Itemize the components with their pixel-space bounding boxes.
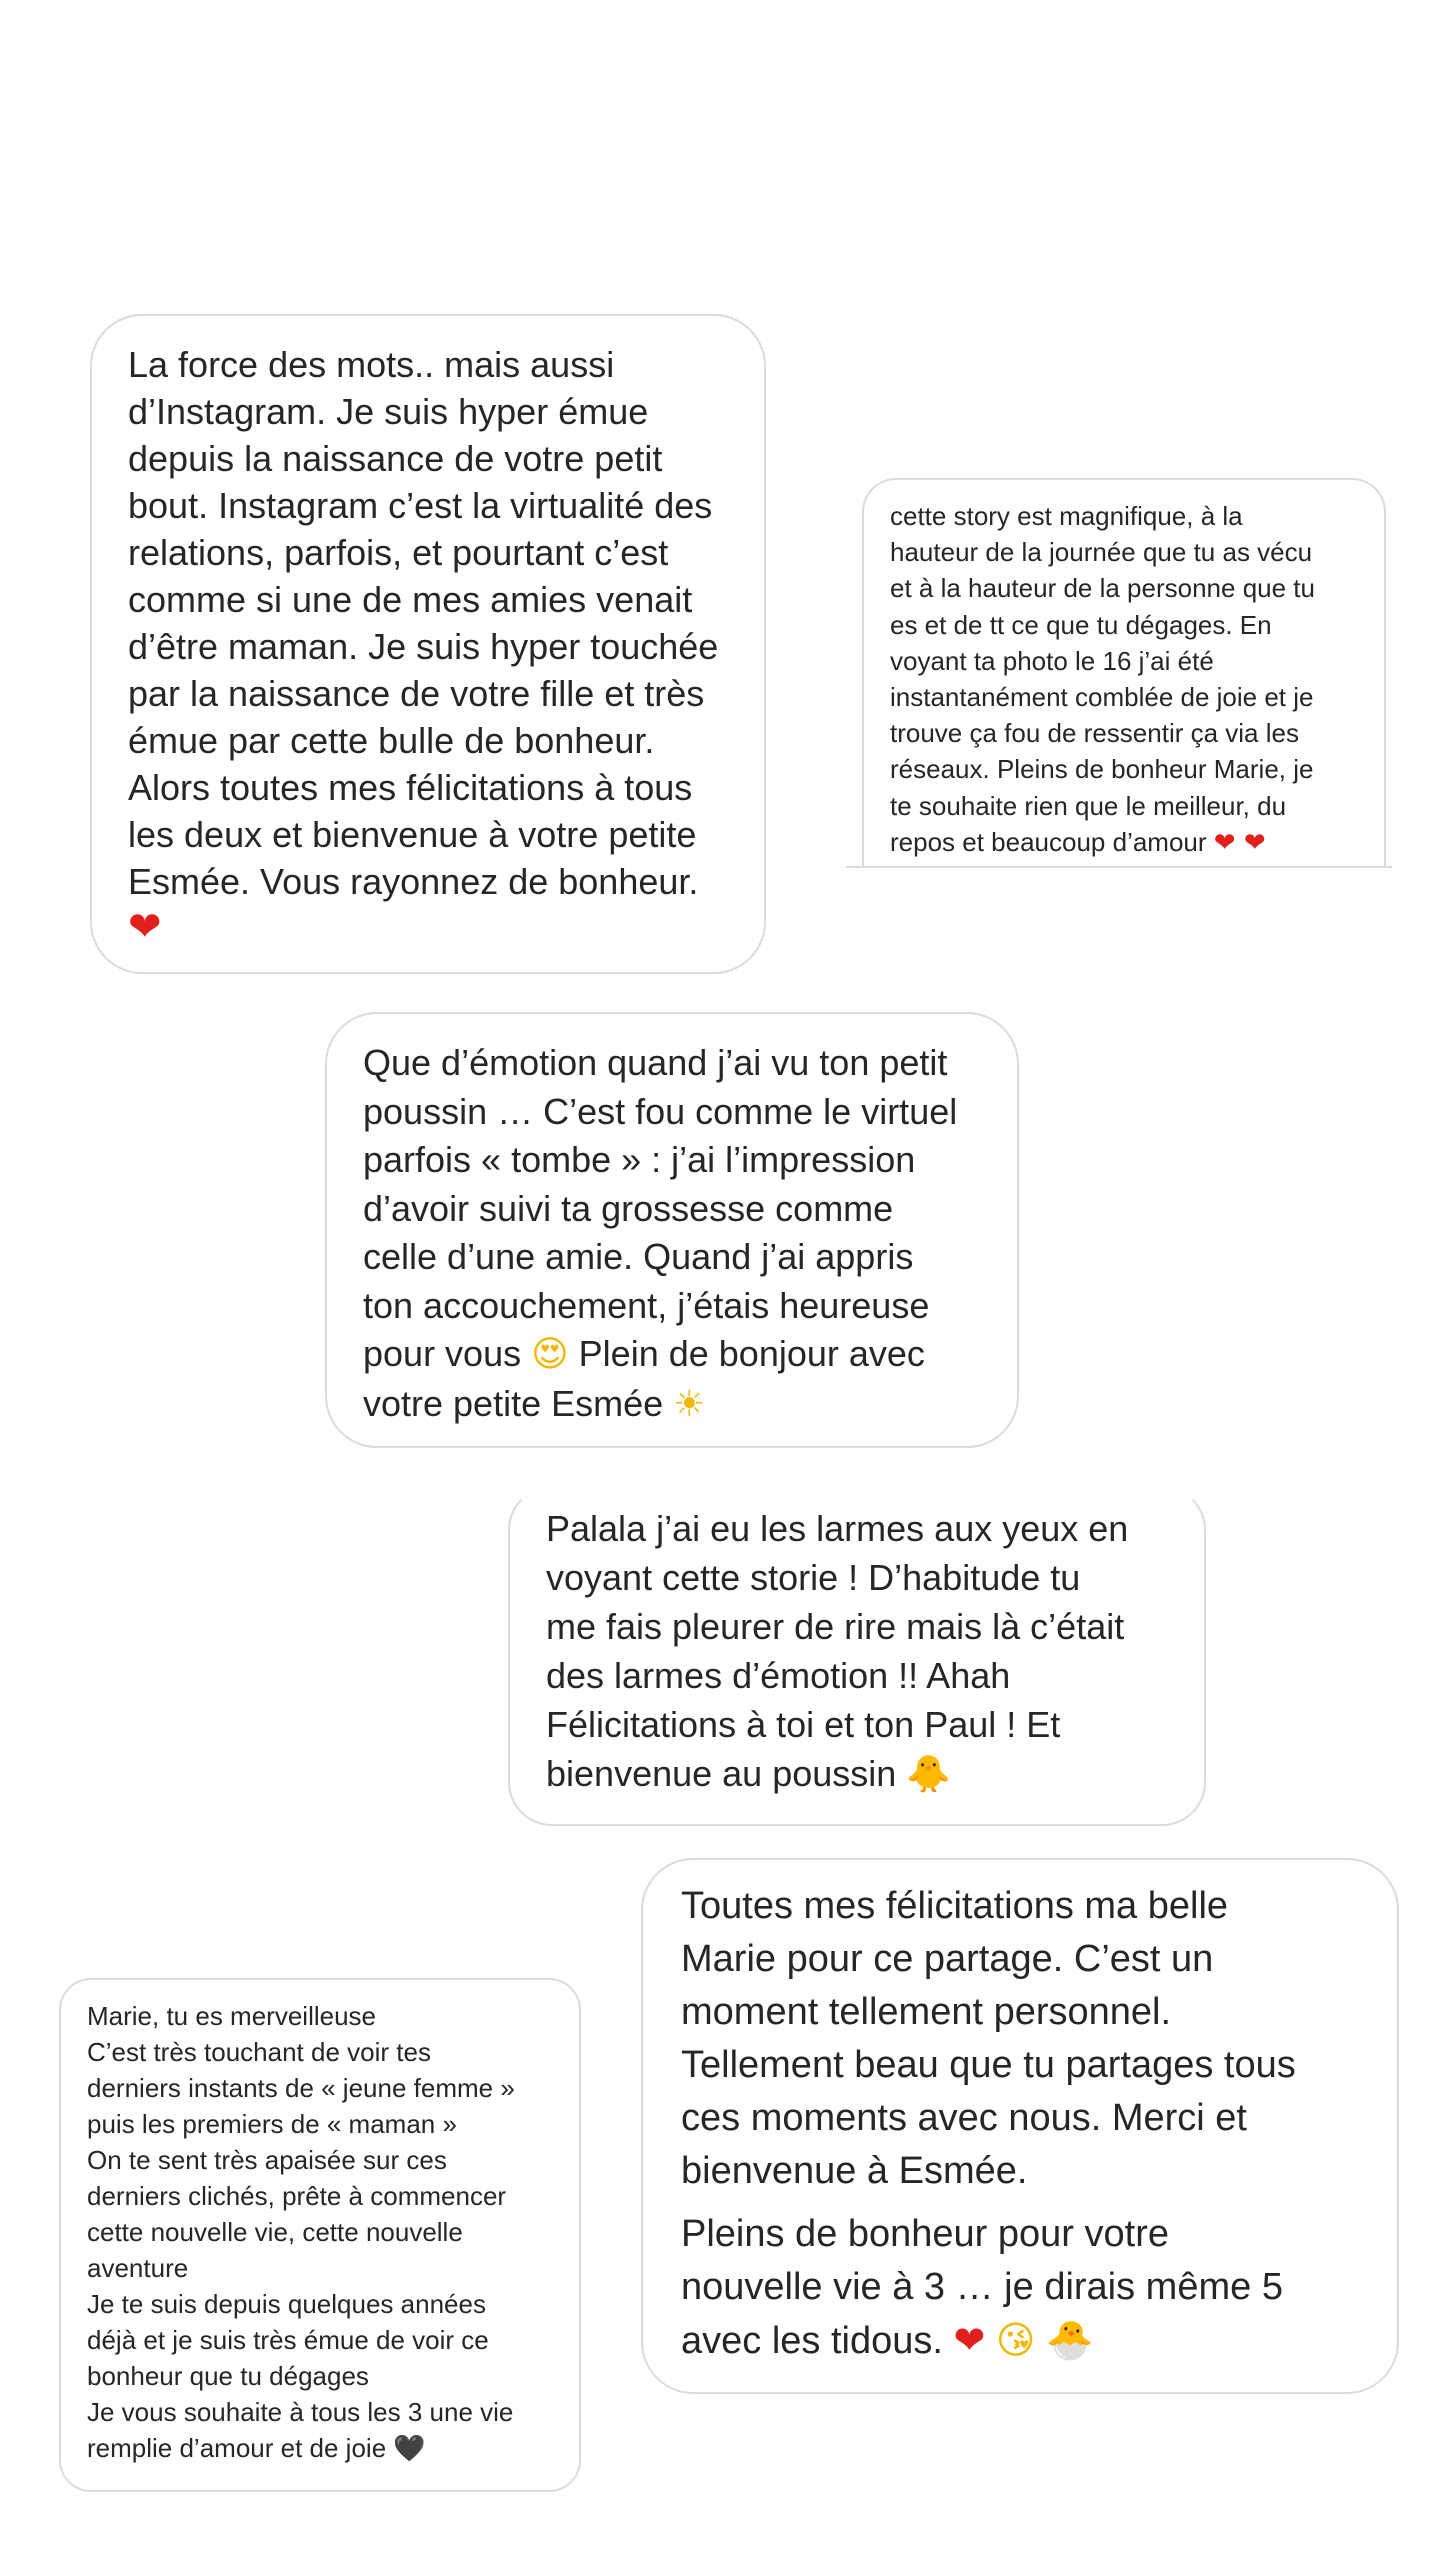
message-line: Félicitations à toi et ton Paul ! Et	[546, 1704, 1061, 1745]
message-line: C’est très touchant de voir tes	[87, 2037, 431, 2067]
message-line: cette story est magnifique, à la	[890, 501, 1243, 531]
red-heart-icon: ❤	[953, 2318, 986, 2362]
message-bubble-1	[90, 314, 766, 974]
face-blowing-kiss-icon: 😘	[995, 2318, 1036, 2362]
message-line	[681, 2314, 1359, 2368]
message-line: La force des mots.. mais aussi	[128, 344, 615, 385]
message-line: Alors toutes mes félicitations à tous	[128, 767, 693, 808]
message-text: remplie d’amour et de joie	[87, 2433, 387, 2463]
message-line: voyant ta photo le 16 j’ai été	[890, 645, 1214, 676]
message-bubble-5	[641, 1858, 1399, 2394]
message-line: relations, parfois, et pourtant c’est	[128, 532, 669, 573]
message-line: les deux et bienvenue à votre petite	[128, 814, 697, 855]
message-line: instantanément comblée de joie et je	[890, 682, 1314, 713]
message-line: Toutes mes félicitations ma belle	[681, 1885, 1229, 1927]
message-line: derniers instants de « jeune femme »	[87, 2073, 515, 2103]
message-line: ces moments avec nous. Merci et	[681, 2097, 1247, 2139]
message-line: nouvelle vie à 3 … je dirais même 5	[681, 2266, 1283, 2308]
message-line: ton accouchement, j’étais heureuse	[363, 1284, 930, 1326]
message-line: hauteur de la journée que tu as vécu	[890, 537, 1313, 568]
message-line: Marie pour ce partage. C’est un	[681, 1938, 1214, 1980]
message-line: d’être maman. Je suis hyper touchée	[128, 626, 719, 667]
message-bubble-6	[59, 1978, 581, 2492]
message-line: bout. Instagram c’est la virtualité des	[128, 485, 713, 526]
message-text: repos et beaucoup d’amour	[890, 826, 1207, 857]
message-line: Palala j’ai eu les larmes aux yeux en	[546, 1508, 1129, 1549]
message-line: Esmée. Vous rayonnez de bonheur.	[128, 861, 699, 902]
message-line: cette nouvelle vie, cette nouvelle	[87, 2217, 463, 2247]
message-line: Pleins de bonheur pour votre	[681, 2213, 1169, 2255]
divider	[846, 866, 1392, 868]
message-text: avec les tidous.	[681, 2320, 943, 2362]
message-line: derniers clichés, prête à commencer	[87, 2181, 507, 2211]
message-text: pour vous	[363, 1333, 522, 1374]
message-line: parfois « tombe » : j’ai l’impression	[363, 1139, 916, 1180]
message-line: poussin … C’est fou comme le virtuel	[363, 1090, 958, 1132]
message-line: réseaux. Pleins de bonheur Marie, je	[890, 754, 1314, 785]
message-line: voyant cette storie ! D’habitude tu	[546, 1557, 1081, 1598]
message-line	[890, 824, 1358, 861]
message-line: celle d’une amie. Quand j’ai appris	[363, 1236, 914, 1277]
message-line: Marie, tu es merveilleuse	[87, 2001, 376, 2031]
sun-icon: ☀	[673, 1383, 706, 1425]
message-line	[363, 1330, 981, 1380]
message-line: es et de tt ce que tu dégages. En	[890, 609, 1272, 640]
message-line: trouve ça fou de ressentir ça via les	[890, 718, 1299, 749]
message-line: puis les premiers de « maman »	[87, 2109, 457, 2139]
message-text: Plein de bonjour avec	[578, 1333, 925, 1374]
chick-icon: 🐥	[906, 1754, 952, 1795]
hatching-chick-icon: 🐣	[1046, 2318, 1094, 2362]
message-line	[363, 1380, 981, 1430]
message-bubble-2	[862, 478, 1386, 866]
red-heart-icon: ❤ ❤	[1213, 827, 1266, 858]
message-line	[546, 1749, 1168, 1799]
message-text: bienvenue au poussin	[546, 1753, 897, 1794]
message-line: et à la hauteur de la personne que tu	[890, 573, 1315, 604]
message-line: Je te suis depuis quelques années	[87, 2289, 486, 2319]
message-line: déjà et je suis très émue de voir ce	[87, 2325, 489, 2355]
black-heart-icon: 🖤	[393, 2434, 426, 2464]
message-line: depuis la naissance de votre petit	[128, 438, 663, 479]
message-line: On te sent très apaisée sur ces	[87, 2145, 447, 2175]
message-line: bienvenue à Esmée.	[681, 2150, 1028, 2192]
red-heart-icon: ❤	[128, 904, 162, 950]
message-line: bonheur que tu dégages	[87, 2361, 369, 2391]
message-bubble-3	[325, 1012, 1019, 1448]
message-line: moment tellement personnel.	[681, 1991, 1172, 2033]
message-line: Je vous souhaite à tous les 3 une vie	[87, 2397, 514, 2427]
message-line: comme si une de mes amies venait	[128, 579, 693, 620]
message-line: aventure	[87, 2253, 189, 2283]
message-bubble-4	[508, 1486, 1206, 1826]
message-line: d’Instagram. Je suis hyper émue	[128, 391, 649, 432]
message-line: Tellement beau que tu partages tous	[681, 2044, 1296, 2086]
message-line: des larmes d’émotion !! Ahah	[546, 1655, 1011, 1696]
message-line: Que d’émotion quand j’ai vu ton petit	[363, 1042, 948, 1083]
heart-eyes-emoji-icon: 😍	[531, 1334, 569, 1375]
message-line: par la naissance de votre fille et très	[128, 673, 705, 714]
message-line: d’avoir suivi ta grossesse comme	[363, 1187, 894, 1229]
message-line	[87, 2430, 553, 2467]
message-line: me fais pleurer de rire mais là c’était	[546, 1606, 1125, 1647]
message-line: te souhaite rien que le meilleur, du	[890, 790, 1287, 821]
message-text: votre petite Esmée	[363, 1382, 664, 1424]
paragraph-gap	[681, 2198, 1359, 2208]
message-line: émue par cette bulle de bonheur.	[128, 720, 655, 761]
